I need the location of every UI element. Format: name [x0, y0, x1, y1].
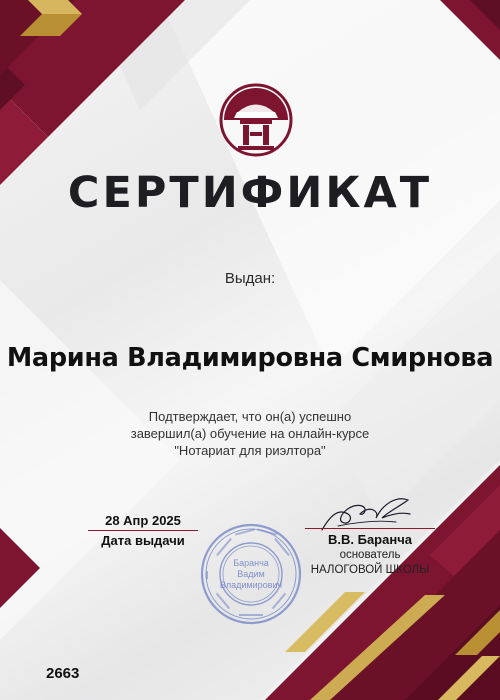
confirmation-line-1: Подтверждает, что он(а) успешно [148, 409, 352, 424]
column-logo-icon [218, 82, 294, 158]
issue-date-block [88, 513, 198, 548]
signer-name: В.В. Баранча [305, 528, 435, 547]
stamp-line-2: Вадим [237, 569, 265, 579]
recipient-name: Марина Владимировна Смирнова [6, 343, 494, 373]
confirmation-line-2: завершил(а) обучение на онлайн-курсе [130, 426, 370, 441]
certificate-number: 2663 [46, 665, 80, 682]
stamp-line-1: Баранча [233, 558, 269, 568]
signer-block [305, 528, 435, 577]
course-name: "Нотариат для риэлтора" [174, 443, 326, 458]
confirmation-text [0, 408, 500, 459]
issue-date: 28 Апр 2025 [88, 513, 198, 531]
issue-date-label: Дата выдачи [101, 533, 185, 548]
signer-role-line-1: основатель [339, 549, 401, 561]
issued-label: Выдан: [224, 270, 276, 287]
certificate-title: СЕРТИФИКАТ [67, 168, 433, 218]
round-stamp-icon [199, 522, 303, 626]
signer-role-line-2: НАЛОГОВОЙ ШКОЛЫ [310, 564, 430, 576]
stamp-line-3: Владимирович [219, 580, 283, 590]
